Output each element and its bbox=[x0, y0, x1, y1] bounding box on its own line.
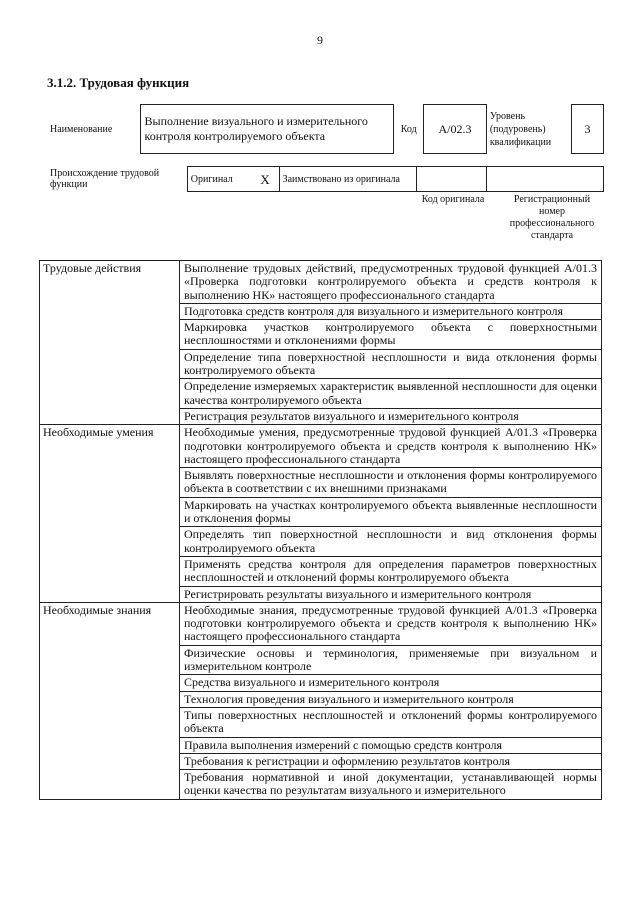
table-row bbox=[40, 602, 602, 645]
reg-number-cell bbox=[487, 167, 604, 192]
requirement-item: Типы поверхностных несплошностей и отклонений формы контролируемого объекта bbox=[180, 707, 602, 737]
requirement-item: Требования к регистрации и оформлению результатов контроля bbox=[180, 753, 602, 769]
requirement-item: Выполнение трудовых действий, предусмотренных трудовой функцией А/01.3 «Проверка подготовки контролируемого объекта и средств контроля к выполнению НК» настоящего профессионального стандарта bbox=[180, 261, 602, 304]
requirement-item: Необходимые умения, предусмотренные трудовой функцией А/01.3 «Проверка подготовки контролируемого объекта и средств контроля к выполнению НК» настоящего профессионального стандарта bbox=[180, 425, 602, 468]
requirement-item: Маркировать на участках контролируемого объекта выявленные несплошности и отклонения формы bbox=[180, 497, 602, 527]
requirement-item: Правила выполнения измерений с помощью средств контроля bbox=[180, 737, 602, 753]
original-code-cell bbox=[417, 167, 487, 192]
qualification-level: 3 bbox=[572, 105, 604, 154]
section-title: 3.1.2. Трудовая функция bbox=[47, 75, 190, 90]
requirement-item: Физические основы и терминология, применяемые при визуальном и измерительном контроле bbox=[180, 645, 602, 675]
requirement-item: Регистрация результатов визуального и измерительного контроля bbox=[180, 408, 602, 424]
requirement-item: Выявлять поверхностные несплошности и отклонения формы контролируемого объекта в соответствии с их внешними признаками bbox=[180, 468, 602, 498]
requirement-item: Средства визуального и измерительного контроля bbox=[180, 675, 602, 691]
origin-label: Происхождение трудовой функции bbox=[50, 168, 160, 190]
reg-caption: Регистрационный номер профессионального стандарта bbox=[509, 194, 595, 241]
function-name: Выполнение визуального и измерительного контроля контролируемого объекта bbox=[140, 105, 394, 154]
requirement-item: Определение типа поверхностной несплошности и вида отклонения формы контролируемого объекта bbox=[180, 349, 602, 379]
page-number: 9 bbox=[317, 33, 323, 47]
code-caption: Код оригинала bbox=[421, 194, 485, 205]
category-required-skills: Необходимые умения bbox=[40, 425, 180, 603]
requirement-item: Технология проведения визуального и измерительного контроля bbox=[180, 691, 602, 707]
requirement-item: Определение измеряемых характеристик выявленной несплошности для оценки качества контролируемого объекта bbox=[180, 379, 602, 409]
level-label: Уровень (подуровень) квалификации bbox=[489, 110, 552, 148]
function-code: А/02.3 bbox=[424, 105, 487, 154]
requirement-item: Определять тип поверхностной несплошности и вид отклонения формы контролируемого объекта bbox=[180, 527, 602, 557]
category-required-knowledge: Необходимые знания bbox=[40, 602, 180, 799]
category-labor-actions: Трудовые действия bbox=[40, 261, 180, 425]
function-content-table bbox=[39, 260, 602, 800]
table-row bbox=[40, 425, 602, 468]
requirement-item: Регистрировать результаты визуального и измерительного контроля bbox=[180, 586, 602, 602]
origin-table bbox=[47, 166, 604, 192]
requirement-item: Необходимые знания, предусмотренные трудовой функцией А/01.3 «Проверка подготовки контролируемого объекта и средств контроля к выполнению НК» настоящего профессионального стандарта bbox=[180, 602, 602, 645]
requirement-item: Применять средства контроля для определения параметров поверхностных несплошностей и отклонений формы контролируемого объекта bbox=[180, 556, 602, 586]
requirement-item: Подготовка средств контроля для визуального и измерительного контроля bbox=[180, 303, 602, 319]
borrowed-label: Заимствовано из оригинала bbox=[279, 167, 417, 192]
original-mark: X bbox=[251, 167, 279, 192]
name-label: Наименование bbox=[50, 123, 113, 135]
requirement-item: Требования нормативной и иной документации, устанавливающей нормы оценки качества по результатам визуального и измерительного bbox=[180, 770, 602, 800]
requirement-item: Маркировка участков контролируемого объекта с поверхностными несплошностями и отклонениями формы bbox=[180, 320, 602, 350]
original-label: Оригинал bbox=[187, 167, 251, 192]
code-label: Код bbox=[400, 123, 417, 135]
table-row bbox=[40, 261, 602, 304]
function-header-table bbox=[47, 104, 604, 154]
